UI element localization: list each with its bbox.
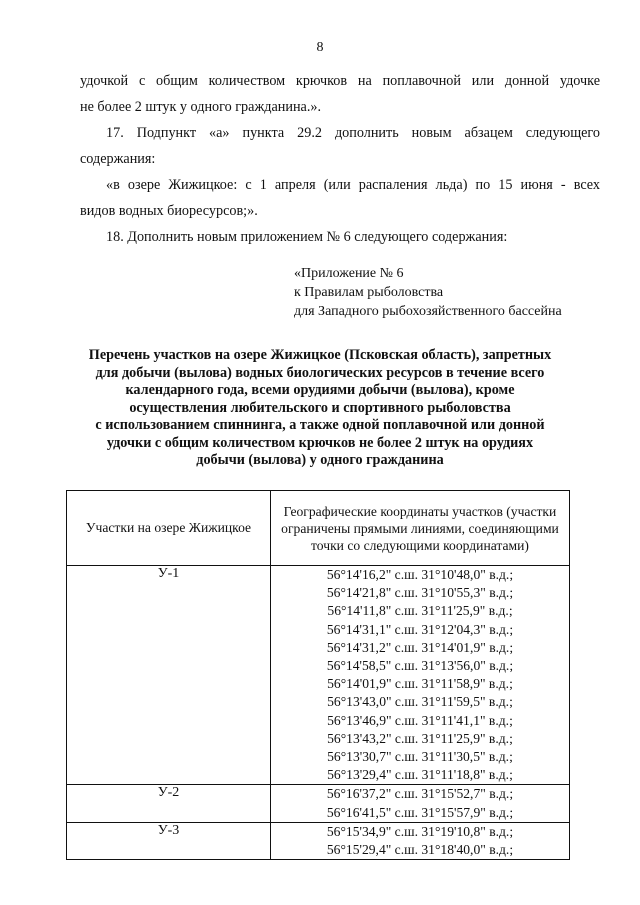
zone-coordinates xyxy=(271,566,570,785)
coordinate-point: 56°13'29,4" с.ш. 31°11'18,8" в.д.; xyxy=(327,767,513,783)
heading-line: календарного года, всеми орудиями добычи (вылова), кроме xyxy=(125,382,515,398)
appendix-line: «Приложение № 6 xyxy=(294,266,404,281)
appendix-line: к Правилам рыболовства xyxy=(294,285,444,300)
coordinate-point: 56°16'41,5" с.ш. 31°15'57,9" в.д.; xyxy=(326,804,514,820)
coordinate-point: 56°15'34,9" с.ш. 31°19'10,8" в.д.; xyxy=(326,823,514,839)
zone-label: У-3 xyxy=(67,822,271,859)
zone-coordinates xyxy=(271,785,570,822)
heading-line: осуществления любительского и спортивного рыболовства xyxy=(129,399,511,416)
page-number: 8 xyxy=(316,40,324,55)
zone-label: У-1 xyxy=(67,566,271,785)
heading-line: добычи (вылова) у одного гражданина xyxy=(196,452,444,468)
paragraph-quote xyxy=(80,172,600,224)
heading-line: удочки с общим количеством крючков не более 2 штук на орудиях xyxy=(106,434,534,451)
paragraph-line: удочкой с общим количеством крючков на поплавочной или донной удочке xyxy=(80,73,600,89)
heading-line: для добычи (вылова) водных биологических ресурсов в течение всего xyxy=(95,364,545,381)
coordinate-point: 56°14'58,5" с.ш. 31°13'56,0" в.д.; xyxy=(326,658,514,674)
table-heading xyxy=(60,347,580,470)
coordinates-table xyxy=(66,490,570,860)
table-row xyxy=(67,822,570,859)
coordinate-point: 56°14'31,1" с.ш. 31°12'04,3" в.д.; xyxy=(326,621,514,637)
paragraph-line: содержания: xyxy=(80,151,156,167)
paragraph-continuation xyxy=(80,68,600,120)
paragraph-item-17 xyxy=(80,120,600,172)
appendix-caption xyxy=(294,264,562,321)
coordinate-point: 56°13'43,2" с.ш. 31°11'25,9" в.д.; xyxy=(327,730,513,746)
heading-line: Перечень участков на озере Жижицкое (Псковская область), запретных xyxy=(88,347,552,363)
table-body xyxy=(67,566,570,860)
paragraph-line: 18. Дополнить новым приложением № 6 следующего содержания: xyxy=(106,229,508,245)
coordinate-point: 56°14'11,8" с.ш. 31°11'25,9" в.д.; xyxy=(327,603,513,619)
heading-line: с использованием спиннинга, а также одной поплавочной или донной xyxy=(95,417,545,433)
appendix-line: для Западного рыбохозяйственного бассейна xyxy=(294,304,562,319)
header-coordinates: Географические координаты участков (участки ограничены прямыми линиями, соединяющими точки со следующими координатами) xyxy=(271,491,570,566)
coordinate-point: 56°13'30,7" с.ш. 31°11'30,5" в.д.; xyxy=(327,749,513,765)
zone-coordinates xyxy=(271,822,570,859)
coordinate-point: 56°14'21,8" с.ш. 31°10'55,3" в.д.; xyxy=(326,585,514,601)
coordinate-point: 56°16'37,2" с.ш. 31°15'52,7" в.д.; xyxy=(326,786,514,802)
paragraph-line: 17. Подпункт «а» пункта 29.2 дополнить новым абзацем следующего xyxy=(106,125,600,141)
paragraph-line: видов водных биоресурсов;». xyxy=(80,203,258,219)
table-header-row xyxy=(67,491,570,566)
table-row xyxy=(67,785,570,822)
coordinate-point: 56°15'29,4" с.ш. 31°18'40,0" в.д.; xyxy=(326,842,514,858)
coordinate-point: 56°13'43,0" с.ш. 31°11'59,5" в.д.; xyxy=(327,694,513,710)
table-row xyxy=(67,566,570,785)
header-zones: Участки на озере Жижицкое xyxy=(67,491,271,566)
coordinate-point: 56°14'31,2" с.ш. 31°14'01,9" в.д.; xyxy=(326,639,514,655)
paragraph-item-18 xyxy=(80,224,600,250)
paragraph-line: «в озере Жижицкое: с 1 апреля (или распаления льда) по 15 июня - всех xyxy=(106,177,600,193)
paragraph-line: не более 2 штук у одного гражданина.». xyxy=(80,99,322,115)
coordinate-point: 56°14'01,9" с.ш. 31°11'58,9" в.д.; xyxy=(327,676,513,692)
zone-label: У-2 xyxy=(67,785,271,822)
coordinate-point: 56°14'16,2" с.ш. 31°10'48,0" в.д.; xyxy=(326,567,514,582)
coordinate-point: 56°13'46,9" с.ш. 31°11'41,1" в.д.; xyxy=(327,712,513,728)
